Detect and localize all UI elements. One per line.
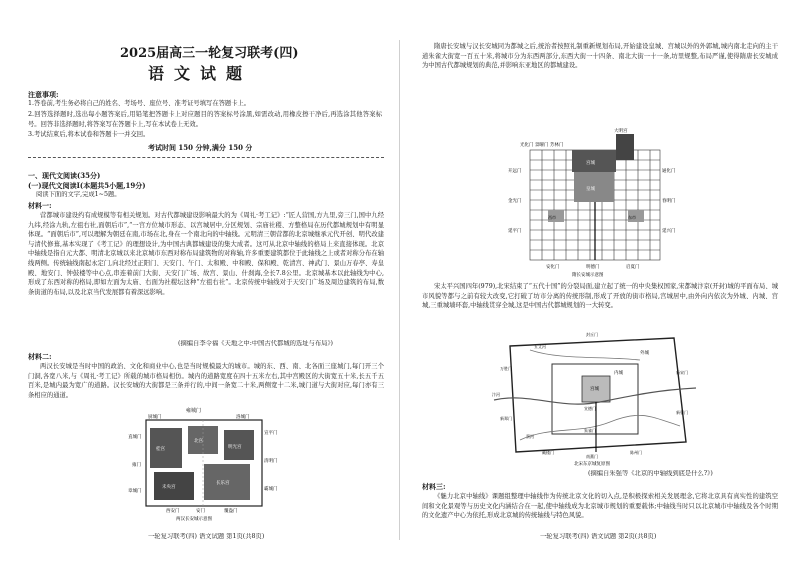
palace-label: 宫城 [590,387,599,392]
zone-label: 内城 [614,371,623,376]
gate-label: 霸城门 [264,487,278,492]
gate-label: 封丘门 [586,332,598,337]
right-paragraph-2: 宋太平兴国四年(979),北宋结束了“五代十国”的分裂局面,建立起了统一的中央集权国家,宋都城汴京(开封)城的平面布局、城市风貌等都与之前有较大改变,它打破了坊市分离的传统形制,形成了开放的街市格局,宫城居中,由外向内依次为外城、内城、宫城,三重城墙环套,中轴线贯穿全城,这是中国古代都城规划的一大转变。 [422,283,778,310]
material3-label: 材料三: [422,482,446,491]
note-3: 3.考试结束后,将本试卷和答题卡一并交回。 [28,131,150,138]
palace-label: 北宫 [194,439,203,444]
subject-title: 语文试题 [148,64,253,83]
gate-label: 新曹门 [676,410,688,415]
note-2: 2.回答选择题时,选出每小题答案后,用铅笔把答题卡上对应题目的答案标号涂黑,如需改动,用橡皮擦干净后,再选涂其他答案标号。回答非选择题时,将答案写在答题卡上,写在本试卷上无效。 [28,111,382,128]
gate-label: 开远门 [508,169,522,174]
palace-label: 长乐宫 [216,481,230,486]
palace-label: 桂宫 [156,447,165,452]
exam-time: 考试时间 150 分钟,满分 150 分 [148,143,253,152]
river-line [530,350,640,360]
source-3: (摘编自朱强等《北京的中轴线到底是什么?》) [588,470,713,477]
gate-label: 延兴门 [662,229,676,234]
gate-label: 直城门 [128,435,142,440]
material1-label: 材料一: [28,201,52,210]
gate-label: 厨城门 [148,415,162,420]
material2-label: 材料二: [28,352,52,361]
material1-text: 营都城市建设约有成规模等有相关规划。对古代都城建设影响最大的为《周礼·考工记》:“匠人营国,方九里,旁三门,国中九经九纬,经涂九轨,左祖右社,面朝后市”,“一宫方位城市形态、以宫城居中,分区规划、宗庙社稷、方整格局在历代都城规划中有明显体现。“面朝后市”,可以理解为朝廷在南,市场在北,身在一个南北向的中轴线。元明清三朝营都的北京城继承元代开创、明代改建与清代修葺,基本实现了《考工记》的理想设计,为中国古典都城建设的集大成者。这可从北京中轴线的格局上来直接体现。北京中轴线是指自元大都、明清北京城以来北京城市东西对称布局建筑物的对称轴,许多重要建筑都位于此轴线之上或者对称分布在轴线两侧。传统轴线南起永定门,向北经过正阳门、天安门、午门、太和殿、中和殿、保和殿、乾清宫、神武门、景山万春亭、寿皇殿、地安门、钟鼓楼等中心点,串连着前门大街、天安门广场、故宫、景山、什刹海,全长7.8公里。北京城基本以此轴线为中心,形成了东西对称的格局,即如左面为太庙、右面为社稷坛这种“左祖右社”。北京传统中轴线对于天安门广场及周边建筑的布局,数条街道的布局,以及北京当代发展都有着深远影响。 [28,212,384,296]
figure-caption: 两汉长安城示意图 [176,517,212,522]
gate-label: 西安门 [166,509,180,514]
gate-label: 戴楼门 [542,450,554,455]
gate-label: 新郑门 [500,416,512,421]
palace-label: 宫城 [586,161,595,166]
exam-title: 2025届高三一轮复习联考(四) [120,46,299,61]
palace-label: 皇城 [586,187,595,192]
river-label: 蔡河 [526,434,534,439]
gate-label: 安化门 [546,265,560,270]
divider-rule [28,157,384,158]
palace-block [616,134,634,160]
gate-label: 陈州门 [630,450,642,455]
gate-label: 宣德门 [584,406,596,411]
gate-label: 光化门 景曜门 芳林门 [520,143,564,148]
figure-caption: 隋长安城示意图 [572,273,604,278]
right-paragraph-1: 隋唐长安城与汉长安城同为都城之后,统治者按照礼制重新规划布局,开始建设皇城、宫城以外的外郭城,城内南北走向的主干道朱雀大街宽一百五十米,将城市分为东西两部分,东西大街一十四条、南北大街一十一条,坊里规整,布局严谨,使得隋唐长安城成为中国古代都城规划的典范,并影响东亚地区的都城建设。 [422,43,778,70]
gate-label: 明德门 [586,265,600,270]
gate-label: 雍门 [132,463,141,468]
figure-caption: 北宋东京城复原图 [574,462,610,466]
palace-block [150,428,182,468]
subsection-title: (一)现代文阅读Ⅰ(本题共5小题,19分) [28,181,146,190]
gate-label: 金光门 [508,199,522,204]
instruction: 阅读下面的文字,完成1~5题。 [36,191,121,198]
market-label: 西市 [548,215,556,220]
gate-label: 覆盎门 [224,509,238,514]
note-1: 1.答卷前,考生务必将自己的姓名、考场号、座位号、准考证号填写在答题卡上。 [28,100,251,107]
gate-label: 万胜门 [500,366,512,371]
sui-changan-map [490,128,700,278]
page-footer: 一轮复习联考(四) 语文试题 第1页(共8页) [148,533,265,540]
palace-label: 未央宫 [162,485,176,490]
river-line [520,415,680,440]
gate-label: 宣平门 [264,431,278,436]
material3-text: 《魅力北京中轴线》课题组整理中轴线作为传统北京文化的切入点,是积极探索相关发展理念,它将北京具有真实性的建筑空间和文化景观等与历史文化内涵结合在一起,使中轴线成为北京城市规划的重要载体;中轴线当时只以北京城市中轴线及各个时期的文化遗产中心为依托,形成北京城的传统轴线与特色风貌。 [422,493,778,520]
song-dongjing-map [490,330,700,466]
gate-label: 春明门 [662,199,676,204]
material2-text: 两汉长安城是当时中国的政治、文化和商业中心,也是当时规模最大的城市。城的东、西、南、北各面三座城门,每门开三个门洞,各宽八米,与《周礼·考工记》所载的城市格局相仿。城内的道路宽度在四十五米左右,其中宫殿区的大街宽五十米,长五千五百米,是城内最为宽广的道路。汉长安城的大街都是三条并行的,中间一条宽二十米,两侧宽十二米,城门道与大街对应,每门亦有三条相应的通道。 [28,363,384,399]
palace-label: 明光宫 [228,445,242,450]
gate-label: 雍城门 [186,408,202,414]
gate-label: 章城门 [128,489,142,494]
gate-label: 洛城门 [236,415,250,420]
gate-label: 启夏门 [626,265,640,270]
gate-label: 延平门 [508,229,522,234]
right-page [400,0,800,566]
gate-label: 清明门 [264,459,278,464]
notes-title: 注意事项: [28,90,59,99]
material1-source: (摘编自李令福《天地之中:中国古代都城的选址与布局》) [178,340,334,347]
gate-label: 新宋门 [676,370,688,375]
gate-label: 安门 [196,509,205,514]
page-footer: 一轮复习联考(四) 语文试题 第2页(共8页) [540,533,657,540]
zone-label: 外城 [640,351,649,356]
market-label: 东市 [628,215,636,220]
river-label: 汴河 [492,392,500,397]
palace-label: 大明宫 [614,129,628,134]
gate-label: 南薰门 [586,454,598,459]
gate-label: 通化门 [662,169,676,174]
gate-label: 朱雀门 [584,428,596,433]
han-changan-map [128,404,278,522]
section-title: 一、现代文阅读(35分) [28,171,101,180]
river-label: 五丈河 [534,344,546,349]
